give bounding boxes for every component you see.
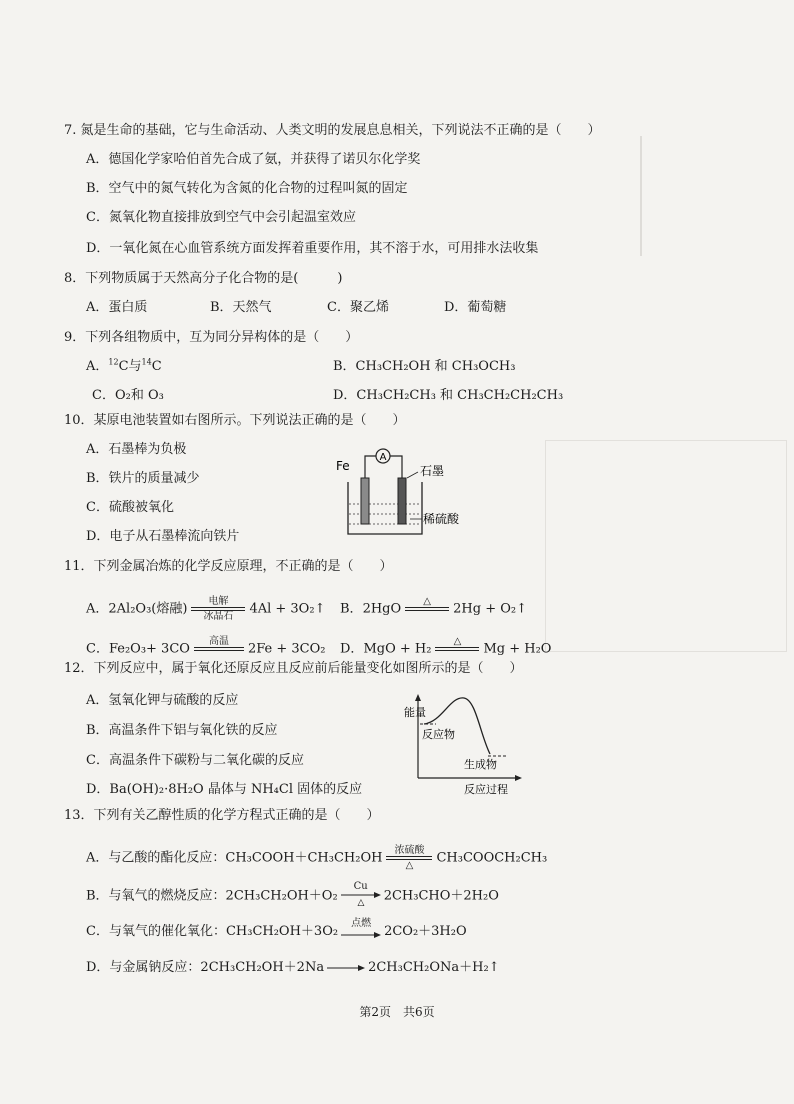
galvanic-cell-diagram [330, 442, 480, 547]
q11-b-label: B． [340, 601, 363, 617]
q7-option-d: D．一氧化氮在心血管系统方面发挥着重要作用，其不溶于水，可用排水法收集 [86, 241, 539, 256]
q13-a-cond-top: 浓硫酸 [394, 845, 425, 856]
q11-c-cond-top: 高温 [208, 636, 229, 647]
q12-stem: 12．下列反应中，属于氧化还原反应且反应前后能量变化如图所示的是（ ） [64, 661, 523, 676]
q11-a-condition [191, 596, 245, 622]
q13-d-products: 2CH₃CH₂ONa＋H₂↑ [368, 960, 500, 975]
q11-c-label: C． [86, 641, 109, 657]
iron-electrode [361, 478, 369, 524]
acid-label: 稀硫酸 [423, 512, 460, 526]
energy-profile-diagram [402, 694, 532, 799]
q13-stem: 13．下列有关乙醇性质的化学方程式正确的是（ ） [64, 808, 380, 823]
q13-b-cond-top: Cu [353, 881, 368, 892]
q9-option-c: C．O₂和 O₃ [92, 388, 164, 403]
q8-stem: 8．下列物质属于天然高分子化合物的是( ) [64, 271, 343, 286]
q10-option-c: C．硫酸被氧化 [86, 500, 174, 515]
q13-a-cond-bottom: △ [405, 860, 414, 871]
graphite-electrode [398, 478, 406, 524]
q8-option-a: A．蛋白质 [86, 300, 148, 315]
q7-option-c: C．氮氧化物直接排放到空气中会引起温室效应 [86, 210, 356, 225]
q13-a-condition [386, 845, 432, 871]
q13-a-products: CH₃COOCH₂CH₃ [436, 850, 548, 866]
q13-c-condition [341, 918, 381, 945]
q11-c-condition [194, 636, 244, 662]
q12-option-b: B．高温条件下铝与氧化铁的反应 [86, 723, 278, 738]
q11-d-products: Mg + H₂O [483, 641, 552, 657]
q9-a-label: A． [86, 359, 109, 374]
q11-a-cond-top: 电解 [208, 596, 229, 607]
q11-a-reactants: 2Al₂O₃(熔融) [108, 601, 188, 617]
q9-option-a [86, 359, 162, 375]
q13-d-reactants: D．与金属钠反应：2CH₃CH₂OH＋2Na [86, 960, 325, 975]
bleed-through-text [640, 136, 792, 256]
q13-option-a [86, 845, 547, 871]
q13-option-c [86, 918, 467, 945]
q10-option-d: D．电子从石墨棒流向铁片 [86, 529, 240, 544]
q11-b-products: 2Hg + O₂↑ [453, 601, 528, 617]
q11-b-condition [405, 596, 449, 622]
q9-a-elem2: C [151, 359, 162, 374]
q8-option-c: C．聚乙烯 [327, 300, 389, 315]
reactant-label: 反应物 [422, 728, 455, 741]
q11-d-reactants: MgO + H₂ [363, 641, 432, 657]
q11-option-d [340, 636, 551, 662]
q11-c-reactants: Fe₂O₃+ 3CO [108, 641, 190, 657]
q12-option-c: C．高温条件下碳粉与二氧化碳的反应 [86, 753, 304, 768]
product-label: 生成物 [464, 758, 497, 771]
q13-c-products: 2CO₂＋3H₂O [384, 924, 467, 939]
q11-stem: 11．下列金属冶炼的化学反应原理，不正确的是（ ） [64, 559, 393, 574]
q13-b-reactants: B．与氧气的燃烧反应：2CH₃CH₂OH＋O₂ [86, 888, 338, 904]
graphite-label: 石墨 [420, 464, 445, 478]
q13-option-b [86, 881, 499, 911]
q13-c-reactants: C．与氧气的催化氧化：CH₃CH₂OH＋3O₂ [86, 924, 339, 939]
q9-option-d: D．CH₃CH₂CH₃ 和 CH₃CH₂CH₂CH₃ [333, 388, 564, 403]
q13-d-arrow-icon [327, 964, 365, 972]
q7-stem: 7. 氮是生命的基础，它与生命活动、人类文明的发展息息相关，下列说法不正确的是（ ） [64, 123, 601, 138]
q10-option-b: B．铁片的质量减少 [86, 471, 200, 486]
q13-b-cond-bottom: △ [357, 898, 365, 906]
q9-a-elem1: C与 [118, 359, 142, 374]
q12-option-a: A．氢氧化钾与硫酸的反应 [86, 693, 239, 708]
q11-a-label: A． [86, 601, 109, 617]
q11-b-cond-top: △ [423, 596, 431, 607]
y-axis-label: 能量 [404, 706, 426, 719]
q11-option-a [86, 596, 325, 622]
q10-option-a: A．石墨棒为负极 [86, 442, 187, 457]
q11-c-products: 2Fe + 3CO₂ [247, 641, 326, 657]
q7-option-a: A．德国化学家哈伯首先合成了氨，并获得了诺贝尔化学奖 [86, 152, 421, 167]
q11-d-label: D． [340, 641, 364, 657]
q13-b-products: 2CH₃CHO＋2H₂O [383, 888, 499, 904]
q8-option-d: D．葡萄糖 [444, 300, 507, 315]
q11-d-condition [435, 636, 479, 662]
q12-option-d: D．Ba(OH)₂·8H₂O 晶体与 NH₄Cl 固体的反应 [86, 782, 363, 797]
q9-a-mass2: 14 [141, 357, 152, 367]
q7-option-b: B．空气中的氮气转化为含氮的化合物的过程叫氮的固定 [86, 181, 408, 196]
q9-stem: 9．下列各组物质中，互为同分异构体的是（ ） [64, 330, 359, 345]
q11-a-products: 4Al + 3O₂↑ [249, 601, 326, 617]
q10-stem: 10．某原电池装置如右图所示。下列说法正确的是（ ） [64, 413, 406, 428]
page-footer: 第2页 共6页 [359, 1005, 435, 1019]
q13-a-reactants: A．与乙酸的酯化反应：CH₃COOH＋CH₃CH₂OH [86, 850, 383, 866]
q11-option-b [340, 596, 527, 622]
q13-option-d [86, 960, 500, 976]
fe-label: Fe [336, 459, 350, 473]
q11-option-c [86, 636, 325, 662]
x-axis-label: 反应过程 [464, 783, 508, 796]
bleed-through-mark [545, 440, 787, 652]
q8-option-b: B．天然气 [210, 300, 272, 315]
q13-b-condition [341, 881, 381, 911]
q11-b-reactants: 2HgO [362, 601, 402, 617]
q9-option-b: B．CH₃CH₂OH 和 CH₃OCH₃ [333, 359, 516, 374]
q11-d-cond-top: △ [453, 636, 462, 647]
q13-c-cond-top: 点燃 [351, 918, 372, 929]
q11-a-cond-bottom: 冰晶石 [203, 611, 234, 622]
q9-a-mass1: 12 [108, 357, 119, 367]
ammeter-label: A [379, 452, 387, 463]
